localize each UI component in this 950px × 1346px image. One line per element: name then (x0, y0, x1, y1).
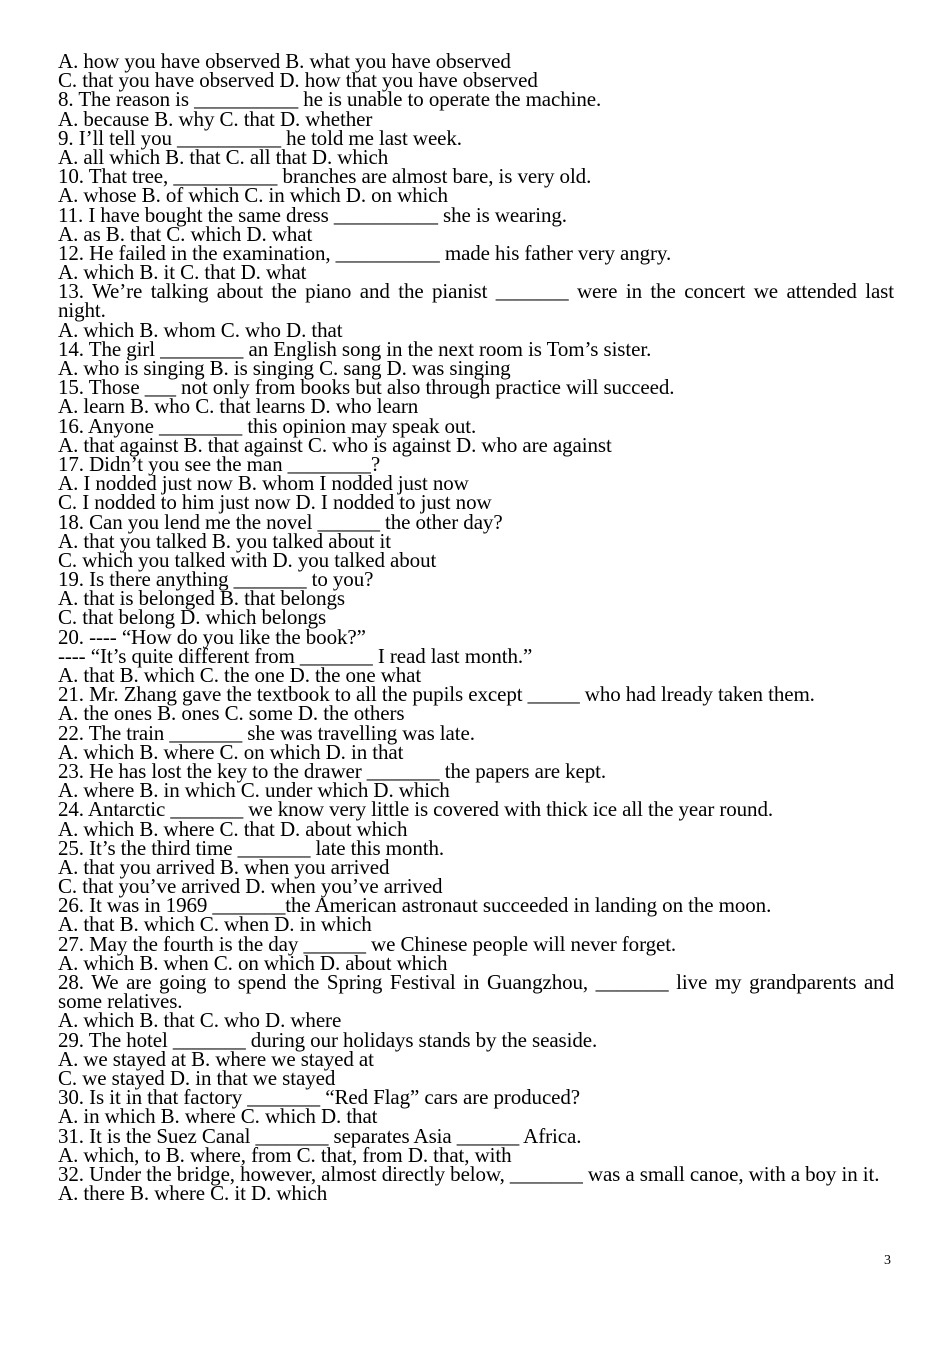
text-line: C. which you talked with D. you talked about (58, 547, 437, 572)
text-line: A. I nodded just now B. whom I nodded just now (58, 471, 469, 496)
text-line: 8. The reason is __________ he is unable to operate the machine. (58, 87, 602, 112)
text-line: A. that is belonged B. that belongs (58, 586, 345, 611)
text-line: 31. It is the Suez Canal _______ separates Asia ______ Africa. (58, 1123, 582, 1148)
text-line: 14. The girl ________ an English song in the next room is Tom’s sister. (58, 336, 652, 361)
text-line: A. where B. in which C. under which D. which (58, 778, 450, 803)
text-line: A. that you talked B. you talked about it (58, 528, 392, 553)
text-line: C. that you’ve arrived D. when you’ve arrived (58, 874, 443, 899)
text-line: A. in which B. where C. which D. that (58, 1104, 378, 1129)
text-line: 20. ---- “How do you like the book?” (58, 624, 366, 649)
text-line: A. that against B. that against C. who is against D. who are against (58, 432, 612, 457)
text-line: 32. Under the bridge, however, almost directly below, _______ was a small canoe, with a boy in it. (58, 1161, 880, 1186)
text-line: 10. That tree, __________ branches are almost bare, is very old. (58, 164, 592, 189)
text-line: 16. Anyone ________ this opinion may speak out. (58, 413, 477, 438)
text-line: 18. Can you lend me the novel ______ the other day? (58, 509, 503, 534)
text-line: 24. Antarctic _______ we know very little is covered with thick ice all the year round. (58, 797, 774, 822)
text-line: A. which B. it C. that D. what (58, 260, 307, 285)
text-line: A. which B. where C. on which D. in that (58, 739, 404, 764)
text-line: A. how you have observed B. what you have observed (58, 49, 511, 73)
text-line: A. which B. that C. who D. where (58, 1008, 342, 1033)
text-line: A. there B. where C. it D. which (58, 1181, 328, 1206)
text-line: A. the ones B. ones C. some D. the others (58, 701, 405, 726)
text-line: A. which B. whom C. who D. that (58, 317, 343, 342)
text-line: A. as B. that C. which D. what (58, 221, 313, 246)
document-body (58, 49, 894, 1206)
text-line: 26. It was in 1969 _______the American astronaut succeeded in landing on the moon. (58, 893, 772, 918)
text-line: 11. I have bought the same dress __________ she is wearing. (58, 202, 567, 227)
text-line: A. we stayed at B. where we stayed at (58, 1046, 374, 1071)
text-line: 28. We are going to spend the Spring Festival in Guangzhou, _______ live my grandparents and some relatives. (58, 970, 894, 1014)
text-line: A. because B. why C. that D. whether (58, 106, 373, 131)
text-line: 12. He failed in the examination, __________ made his father very angry. (58, 240, 672, 265)
text-line: A. whose B. of which C. in which D. on which (58, 183, 448, 208)
text-line: 29. The hotel _______ during our holidays stands by the seaside. (58, 1027, 598, 1052)
text-line: A. all which B. that C. all that D. which (58, 144, 389, 169)
text-line: 15. Those ___ not only from books but also through practice will succeed. (58, 375, 675, 400)
text-line: ---- “It’s quite different from _______ I read last month.” (58, 643, 533, 668)
text-line: 27. May the fourth is the day ______ we Chinese people will never forget. (58, 931, 677, 956)
text-line: A. which B. where C. that D. about which (58, 816, 408, 841)
text-line: 13. We’re talking about the piano and the pianist _______ were in the concert we attended last night. (58, 279, 894, 323)
text-line: C. that you have observed D. how that you have observed (58, 68, 538, 93)
text-line: A. learn B. who C. that learns D. who learn (58, 394, 419, 419)
text-line: 19. Is there anything _______ to you? (58, 567, 374, 592)
text-line: C. we stayed D. in that we stayed (58, 1066, 336, 1090)
text-line: A. who is singing B. is singing C. sang D. was singing (58, 356, 511, 381)
text-line: A. that B. which C. when D. in which (58, 912, 372, 937)
text-line: 25. It’s the third time _______ late this month. (58, 835, 444, 860)
text-line: 30. Is it in that factory _______ “Red Flag” cars are produced? (58, 1085, 581, 1110)
text-line: A. which B. when C. on which D. about which (58, 950, 448, 975)
text-line: 9. I’ll tell you __________ he told me last week. (58, 125, 462, 150)
text-line: 22. The train _______ she was travelling was late. (58, 720, 475, 745)
text-line: A. which, to B. where, from C. that, from D. that, with (58, 1142, 512, 1167)
page-number: 3 (884, 1253, 891, 1268)
text-line: C. that belong D. which belongs (58, 605, 327, 630)
text-line: 21. Mr. Zhang gave the textbook to all the pupils except _____ who had lready taken them. (58, 682, 815, 707)
text-line: A. that B. which C. the one D. the one what (58, 663, 422, 688)
text-line: A. that you arrived B. when you arrived (58, 854, 390, 879)
text-line: 17. Didn’t you see the man ________? (58, 451, 381, 476)
text-line: 23. He has lost the key to the drawer _______ the papers are kept. (58, 758, 606, 783)
text-line: C. I nodded to him just now D. I nodded to just now (58, 490, 492, 515)
